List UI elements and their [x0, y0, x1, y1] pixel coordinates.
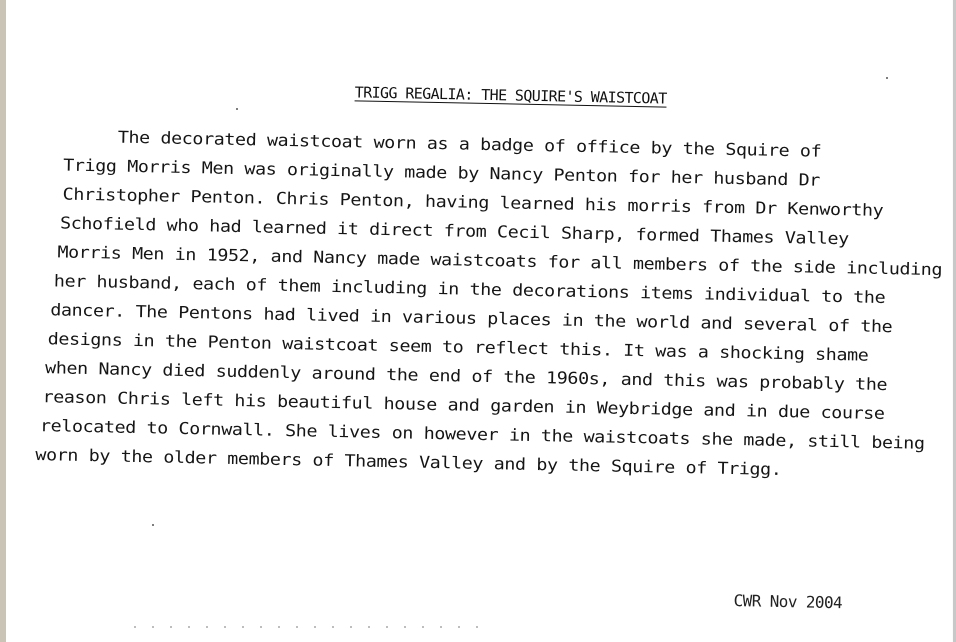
body-line: relocated to Cornwall. She lives on however in the waistcoats she made, still being	[39, 416, 925, 453]
body-line: dancer. The Pentons had lived in various places in the world and several of the	[50, 300, 893, 337]
author-signature: CWR Nov 2004	[733, 591, 843, 613]
body-line: designs in the Penton waistcoat seem to reflect this. It was a shocking shame	[47, 329, 869, 365]
body-line: reason Chris left his beautiful house and garden in Weybridge and in due course	[42, 387, 885, 424]
body-line: her husband, each of them including in the decorations items individual to the	[53, 271, 886, 308]
body-line: worn by the older members of Thames Valley and by the Squire of Trigg.	[35, 444, 782, 479]
body-line: The decorated waistcoat worn as a badge of office by the Squire of	[117, 127, 822, 161]
body-line: when Nancy died suddenly around the end of the 1960s, and this was probably the	[44, 358, 888, 395]
scan-speck	[886, 77, 888, 79]
scan-noise-dots	[126, 626, 486, 628]
body-line: Christopher Penton. Chris Penton, having learned his morris from Dr Kenworthy	[62, 184, 884, 220]
body-line: Morris Men in 1952, and Nancy made waistcoats for all members of the side including	[57, 242, 943, 280]
scan-speck	[236, 108, 238, 110]
document-title: TRIGG REGALIA: THE SQUIRE'S WAISTCOAT	[354, 83, 667, 108]
scan-speck	[152, 524, 154, 526]
body-line: Trigg Morris Men was originally made by Nancy Penton for her husband Dr	[63, 155, 821, 190]
body-line: Schofield who had learned it direct from Cecil Sharp, formed Thames Valley	[59, 213, 849, 249]
document-page	[6, 0, 952, 642]
